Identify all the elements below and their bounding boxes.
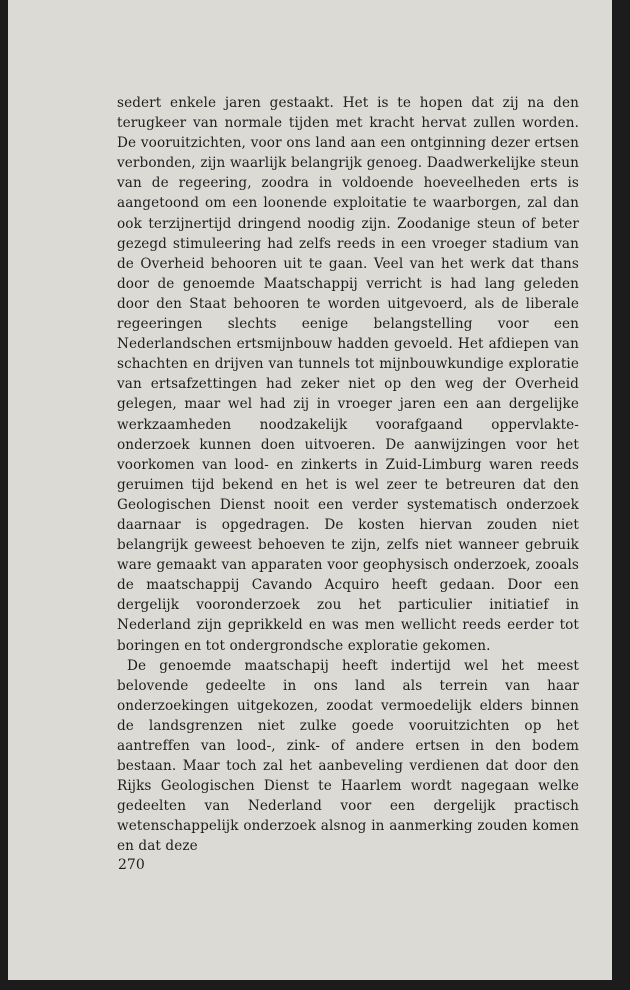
- scan-border: [612, 0, 630, 990]
- page-number: 270: [118, 857, 145, 873]
- body-text: [117, 93, 579, 857]
- paragraph-1: sedert enkele jaren gestaakt. Het is te hopen dat zij na den terugkeer van normale tijden met kracht hervat zullen worden. De vooruitzichten, voor ons land aan een ontginning dezer ertsen verbonden, zijn waarlijk belangrijk genoeg. Daadwerkelijke steun van de regeering, zoodra in voldoende hoeveelheden erts is aangetoond om een loonende exploitatie te waarborgen, zal dan ook terzijnertijd dringend noodig zijn. Zoodanige steun of beter gezegd stimuleering had zelfs reeds in een vroeger stadium van de Overheid behooren uit te gaan. Veel van het werk dat thans door de genoemde Maatschappij verricht is had lang geleden door den Staat behooren te worden uitgevoerd, als de liberale regeeringen slechts eenige belangstelling voor een Nederlandschen ertsmijnbouw hadden gevoeld. Het afdiepen van schachten en drijven van tunnels tot mijnbouwkundige exploratie van ertsafzettingen had zeker niet op den weg der Overheid gelegen, maar wel had zij in vroeger jaren een aan dergelijke werkzaamheden noodzakelijk voorafgaand oppervlakte-onderzoek kunnen doen uitvoeren. De aanwijzingen voor het voorkomen van lood- en zinkerts in Zuid-Limburg waren reeds geruimen tijd bekend en het is wel zeer te betreuren dat den Geologischen Dienst nooit een verder systematisch onderzoek daarnaar is opgedragen. De kosten hiervan zouden niet belangrijk geweest behoeven te zijn, zelfs niet wanneer gebruik ware gemaakt van apparaten voor geophysisch onderzoek, zooals de maatschappij Cavando Acquiro heeft gedaan. Door een dergelijk vooronderzoek zou het particulier initiatief in Nederland zijn geprikkeld en was men wellicht reeds eerder tot boringen en tot ondergrondsche exploratie gekomen.: [117, 95, 579, 654]
- book-page: [8, 0, 612, 980]
- paragraph-2: De genoemde maatschapij heeft indertijd wel het meest belovende gedeelte in ons land als terrein van haar onderzoekingen uitgekozen, zoodat vermoedelijk elders binnen de landsgrenzen niet zulke goede vooruitzichten op het aantreffen van lood-, zink- of andere ertsen in den bodem bestaan. Maar toch zal het aanbeveling verdienen dat door den Rijks Geologischen Dienst te Haarlem wordt nagegaan welke gedeelten van Nederland voor een dergelijk practisch wetenschappelijk onderzoek alsnog in aanmerking zouden komen en dat deze: [117, 657, 579, 855]
